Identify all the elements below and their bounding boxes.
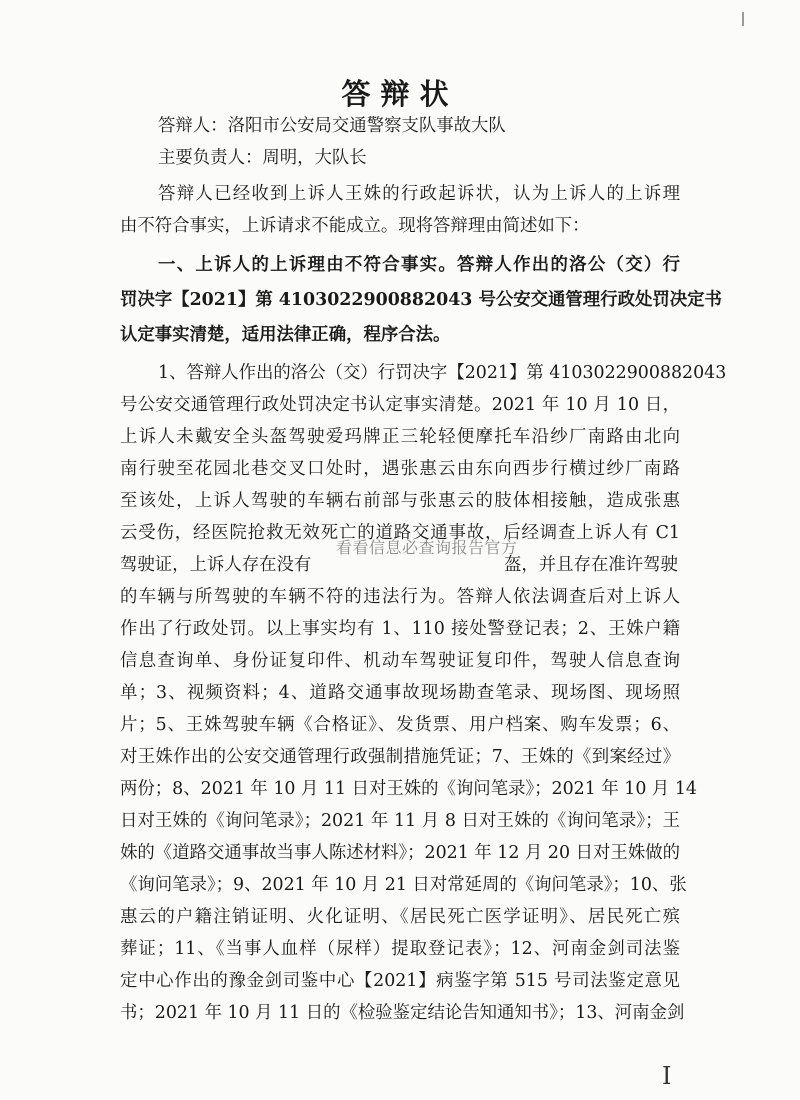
paragraph-line-tail: 盔，并且存在准许驾驶 — [504, 555, 678, 575]
paragraph-line: 上诉人未戴安全头盔驾驶爱玛牌正三轮轻便摩托车沿纱厂南路由北向 — [120, 427, 680, 447]
paragraph-line: 由不符合事实，上诉请求不能成立。现将答辩理由简述如下： — [120, 216, 590, 236]
respondent-line: 答辩人：洛阳市公安局交通警察支队事故大队 — [158, 116, 506, 136]
paragraph-line: 书；2021 年 10 月 11 日的《检验鉴定结论告知通知书》；13、河南金剑 — [120, 1003, 685, 1023]
responsible-person-line: 主要负责人：周明，大队长 — [158, 148, 367, 168]
paragraph-line: 日对王姝的《询问笔录》；2021 年 11 月 8 日对王姝的《询问笔录》；王 — [120, 811, 680, 831]
scan-edge-mark — [742, 12, 744, 26]
paragraph-line: 两份；8、2021 年 10 月 11 日对王姝的《询问笔录》；2021 年 10 月 14 — [120, 779, 697, 799]
paragraph-line: 葬证；11、《当事人血样（尿样）提取登记表》；12、河南金剑司法鉴 — [120, 939, 680, 959]
paragraph-line: 片；5、王姝驾驶车辆《合格证》、发货票、用户档案、购车发票；6、 — [120, 715, 680, 735]
paragraph-line: 答辩人已经收到上诉人王姝的行政起诉状，认为上诉人的上诉理 — [158, 184, 680, 204]
paragraph-line: 南行驶至花园北巷交叉口处时，遇张惠云由东向西步行横过纱厂南路 — [120, 459, 680, 479]
paragraph-line: 《询问笔录》；9、2021 年 10 月 21 日对常延周的《询问笔录》；10、张 — [120, 875, 687, 895]
paragraph-line: 定中心作出的豫金剑司鉴中心【2021】病鉴字第 515 号司法鉴定意见 — [120, 971, 680, 991]
paragraph-line: 驾驶证，上诉人存在没有 — [120, 555, 312, 575]
section-heading-line: 认定事实清楚，适用法律正确，程序合法。 — [120, 325, 451, 345]
section-heading-line: 一、上诉人的上诉理由不符合事实。答辩人作出的洛公（交）行 — [158, 255, 680, 275]
paragraph-line: 号公安交通管理行政处罚决定书认定事实清楚。2021 年 10 月 10 日， — [120, 395, 680, 415]
document-title: 答辩状 — [341, 77, 459, 111]
paragraph-line: 信息查询单、身份证复印件、机动车驾驶证复印件，驾驶人信息查询 — [120, 651, 680, 671]
paragraph-line: 云受伤，经医院抢救无效死亡的道路交通事故，后经调查上诉人有 C1 — [120, 523, 680, 543]
paragraph-line: 惠云的户籍注销证明、火化证明、《居民死亡医学证明》、居民死亡殡 — [120, 907, 680, 927]
paragraph-line: 单；3、视频资料；4、道路交通事故现场勘查笔录、现场图、现场照 — [120, 683, 680, 703]
paragraph-line: 对王姝作出的公安交通管理行政强制措施凭证；7、王姝的《到案经过》 — [120, 747, 680, 767]
paragraph-line: 的车辆与所驾驶的车辆不符的违法行为。答辩人依法调查后对上诉人 — [120, 587, 680, 607]
page-mark: I — [662, 1062, 672, 1090]
paragraph-line: 至该处，上诉人驾驶的车辆右前部与张惠云的肢体相接触，造成张惠 — [120, 491, 680, 511]
paragraph-line: 姝的《道路交通事故当事人陈述材料》；2021 年 12 月 20 日对王姝做的 — [120, 843, 680, 863]
section-heading-line: 罚决字【2021】第 4103022900882043 号公安交通管理行政处罚决定书 — [120, 290, 722, 310]
paragraph-line: 作出了行政处罚。以上事实均有 1、110 接处警登记表；2、王姝户籍 — [120, 619, 680, 639]
watermark-text: 看看信息必查询报告官方 — [336, 538, 518, 557]
paragraph-line: 1、答辩人作出的洛公（交）行罚决字【2021】第 4103022900882043 — [158, 363, 727, 383]
